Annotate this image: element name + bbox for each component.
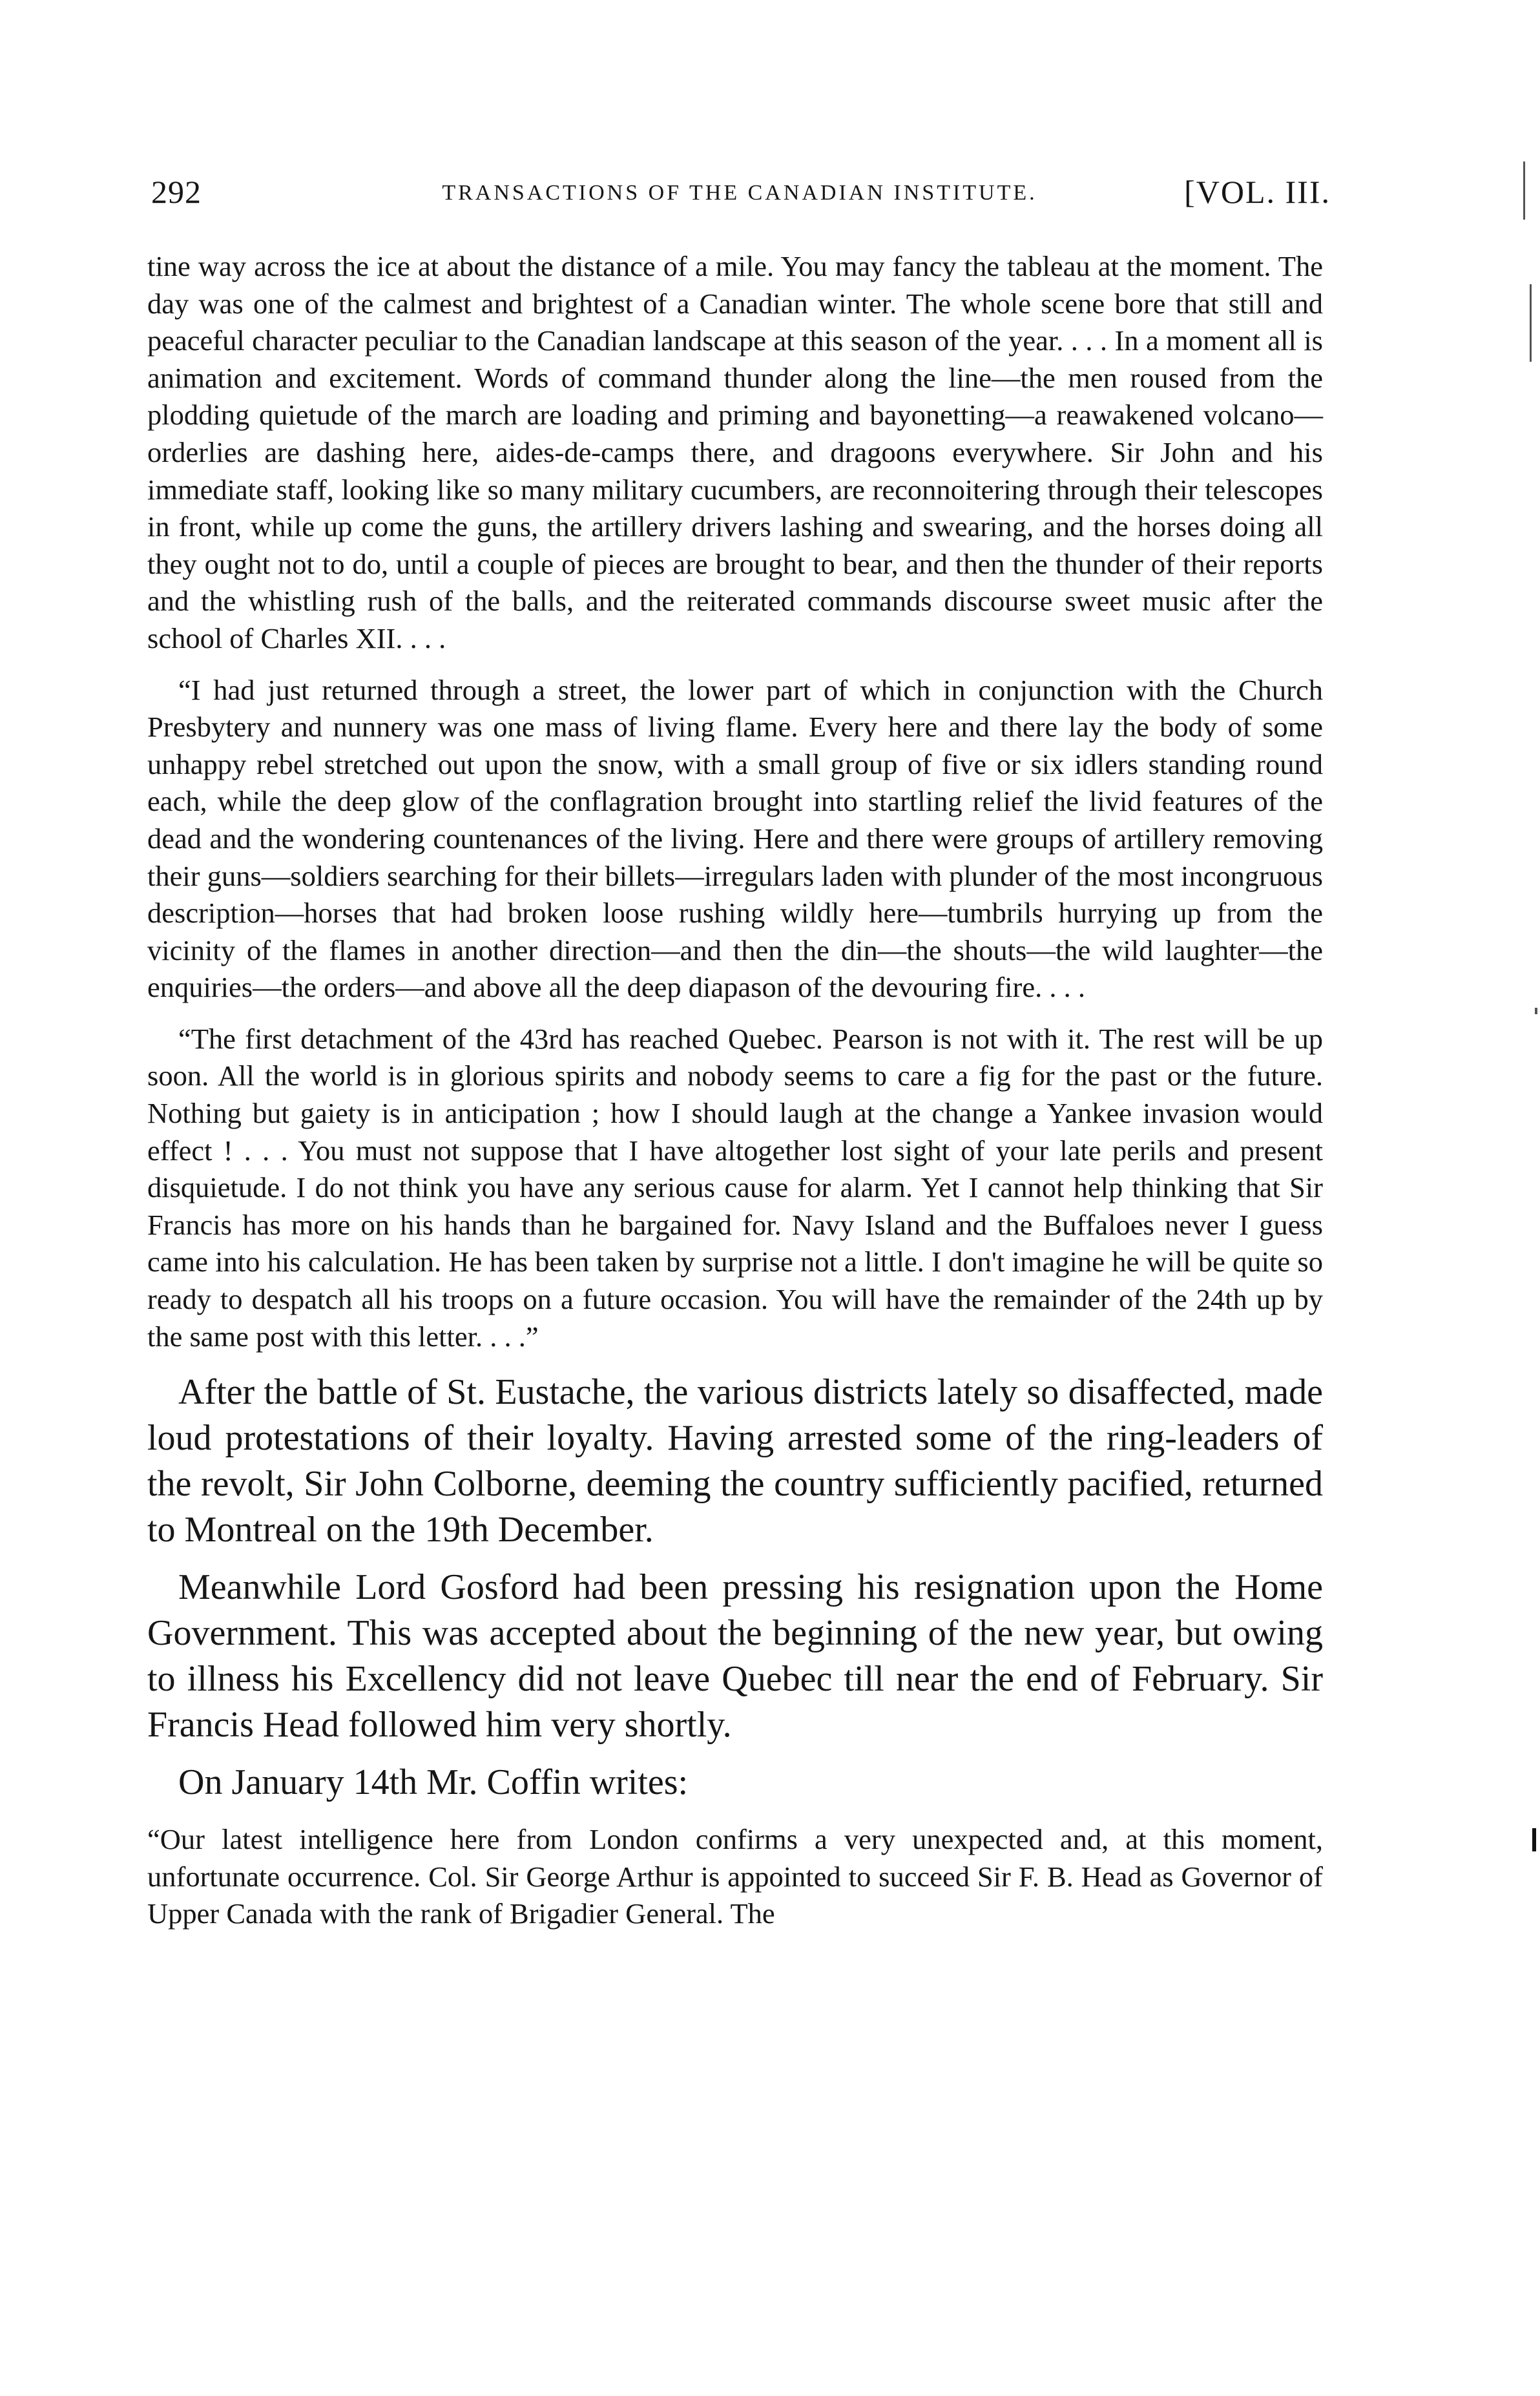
running-title: TRANSACTIONS OF THE CANADIAN INSTITUTE. xyxy=(442,181,1037,205)
quote-paragraph-43rd-detachment: “The first detachment of the 43rd has reached Quebec. Pearson is not with it. The rest will be up soon. All the world is in glorious spirits and nobody seems to care a fig for the past or the future. Nothing but gaiety is in anticipation ; how I should laugh at the change a Yankee invasion would effect ! . . . You must not suppose that I have altogether lost sight of your late perils and present disquietude. I do not think you have any serious cause for alarm. Yet I cannot help thinking that Sir Francis has more on his hands than he bargained for. Navy Island and the Buffaloes never I guess came into his calculation. He has been taken by surprise not a little. I don't imagine he will be quite so ready to despatch all his troops on a future occasion. You will have the remainder of the 24th up by the same post with this letter. . . .” xyxy=(147,1022,1323,1353)
page-number: 292 xyxy=(151,174,202,210)
paragraph-st-eustache: After the battle of St. Eustache, the various districts lately so disaffected, made loud protestations of their loyalty. Having arrested some of the ring-leaders of the revolt, Sir John Colborne, deeming the country sufficiently pacified, returned to Montreal on the 19th December. xyxy=(147,1372,1323,1550)
paragraph-lord-gosford: Meanwhile Lord Gosford had been pressing his resignation upon the Home Government. This was accepted about the beginning of the new year, but owing to illness his Excellency did not leave Quebec till near the end of February. Sir Francis Head followed him very shortly. xyxy=(147,1567,1323,1745)
body-text xyxy=(147,248,1323,1933)
quote-paragraph-london-intelligence: “Our latest intelligence here from London confirms a very unexpected and, at this moment, unfortunate occurrence. Col. Sir George Arthur is appointed to succeed Sir F. B. Head as Governor of Upper Canada with the rank of Brigadier General. The xyxy=(147,1823,1323,1930)
volume-label: [VOL. III. xyxy=(1184,174,1331,210)
page-header xyxy=(149,173,1331,218)
scan-edge-marks xyxy=(1521,0,1540,2396)
quote-paragraph-street-fire: “I had just returned through a street, the lower part of which in conjunction with the Church Presbytery and nunnery was one mass of living flame. Every here and there lay the body of some unhappy rebel stretched out upon the snow, with a small group of five or six idlers standing round each, while the deep glow of the conflagration brought into startling relief the livid features of the dead and the wondering countenances of the living. Here and there were groups of artillery removing their guns—soldiers searching for their billets—irregulars laden with plunder of the most incongruous description—horses that had broken loose rushing wildly here—tumbrils hurrying up from the vicinity of the flames in another direction—and then the din—the shouts—the wild laughter—the enquiries—the orders—and above all the deep diapason of the devouring fire. . . . xyxy=(147,673,1323,1004)
quote-paragraph-battle-scene: tine way across the ice at about the distance of a mile. You may fancy the tableau at the moment. The day was one of the calmest and brightest of a Canadian winter. The whole scene bore that still and peaceful character peculiar to the Canadian landscape at this season of the year. . . . In a moment all is animation and excitement. Words of command thunder along the line—the men roused from the plodding quietude of the march are loading and priming and bayonetting—a reawakened volcano—orderlies are dashing here, aides-de-camps there, and dragoons everywhere. Sir John and his immediate staff, looking like so many military cucumbers, are reconnoitering through their telescopes in front, while up come the guns, the artillery drivers lashing and swearing, and the horses doing all they ought not to do, until a couple of pieces are brought to bear, and then the thunder of their reports and the whistling rush of the balls, and the reiterated commands discourse sweet music after the school of Charles XII. . . . xyxy=(147,250,1323,654)
paragraph-coffin-writes: On January 14th Mr. Coffin writes: xyxy=(178,1762,689,1803)
